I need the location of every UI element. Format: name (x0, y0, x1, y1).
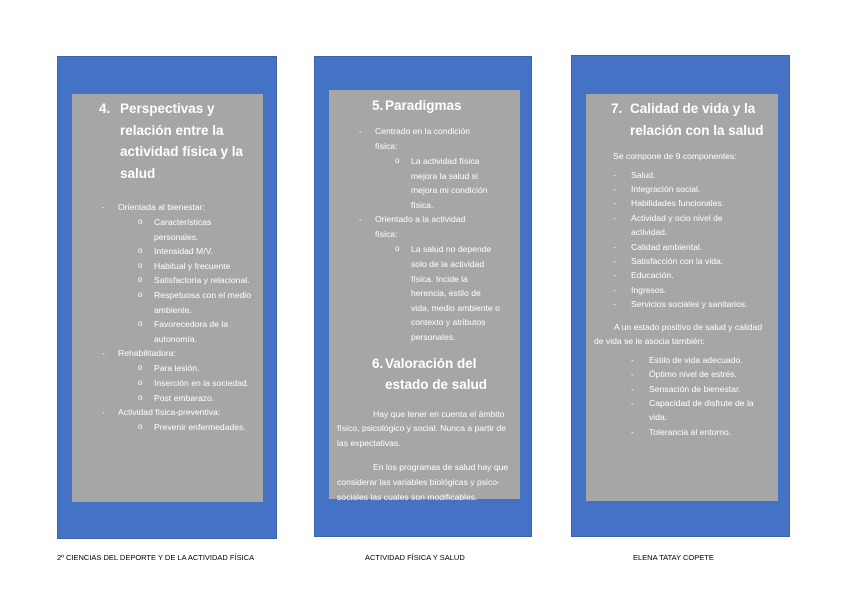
bullet-marker: - (631, 369, 634, 380)
bullet-marker: - (102, 348, 105, 359)
list-item-text: Estilo de vida adecuado. (649, 354, 743, 365)
list-item-text: Actividad y ocio nivel de actividad. (631, 212, 723, 238)
bullet-marker: - (359, 126, 362, 136)
list-item-text: Calidad ambiental. (631, 241, 703, 252)
section-number: 6. (372, 355, 384, 371)
bullet-marker: - (631, 426, 634, 437)
list-item-text: Actividad física-preventiva: (118, 407, 221, 418)
section-title-text: Perspectivas y relación entre la actividad física y la salud (120, 101, 244, 181)
bullet-marker: - (359, 214, 362, 225)
sub-list-item (329, 154, 520, 212)
list-item-text: Para lesión. (154, 363, 200, 374)
associated-list (586, 353, 778, 439)
components-list (586, 168, 778, 312)
section-title-6 (329, 353, 520, 395)
bullet-marker: o (138, 289, 143, 299)
section-title-5 (329, 96, 520, 116)
list-item-text: Inserción en la sociedad. (154, 377, 250, 388)
sub-list-item (72, 361, 263, 376)
list-item-text: Capacidad de disfrute de la vida. (649, 398, 754, 423)
bullet-marker: - (613, 212, 616, 223)
bullet-marker: o (138, 422, 143, 432)
component-item (586, 211, 778, 240)
associated-item (586, 382, 778, 396)
component-item (586, 268, 778, 282)
section-number: 7. (611, 101, 623, 116)
section-title-text: Valoración del estado de salud (385, 355, 488, 392)
list-item (329, 124, 520, 154)
bullet-marker: o (138, 246, 143, 256)
list-item-text: Habilidades funcionales. (631, 198, 725, 209)
section-title-text: Paradigmas (385, 98, 462, 113)
card-perspectivas (72, 94, 263, 502)
bullet-marker: - (102, 202, 105, 212)
bullet-marker: - (613, 299, 616, 310)
bullet-marker: o (138, 377, 143, 387)
component-item (586, 297, 778, 311)
component-item (586, 254, 778, 268)
list-item-text: Intensidad M/V. (154, 246, 213, 257)
sub-list-item (72, 244, 263, 259)
footer-left: 2º CIENCIAS DEL DEPORTE Y DE LA ACTIVIDAD FÍSICA (57, 553, 255, 562)
bullet-marker: - (613, 184, 616, 194)
bullet-marker: o (138, 319, 143, 329)
bullet-marker: - (631, 398, 634, 409)
sub-list-item (72, 391, 263, 406)
list-item-text: Sensación de bienestar. (649, 383, 741, 394)
bullet-marker: o (395, 156, 400, 165)
list-item-text: Orientado a la actividad física: (375, 214, 466, 240)
bullet-marker: - (613, 198, 616, 209)
card-calidad-de-vida (586, 94, 778, 501)
component-item (586, 182, 778, 196)
components-intro: Se compone de 9 componentes: (613, 151, 737, 161)
list-item-text: Prevenir enfermedades. (154, 422, 246, 433)
list-item-text: La actividad física mejora la salud si mejora mi condición física. (411, 156, 488, 210)
list-item-text: Características personales. (154, 217, 212, 242)
list-item-text: Educación. (631, 270, 674, 281)
list-item-text: Satisfactoria y relacional. (154, 275, 250, 286)
bullet-marker: - (613, 241, 616, 252)
bullet-marker: o (395, 244, 400, 254)
bullet-marker: o (138, 275, 143, 285)
list-item-text: Orientada al bienestar: (118, 202, 205, 212)
list-item-text: Centrado en la condición física: (375, 126, 471, 151)
associated-item (586, 367, 778, 381)
list-item (72, 346, 263, 361)
list-item-text: Habitual y frecuente (154, 260, 231, 271)
associated-item (586, 425, 778, 439)
bullet-marker: o (138, 392, 143, 402)
bullet-marker: - (631, 354, 634, 365)
sub-list-item (72, 317, 263, 346)
bullet-marker: - (613, 256, 616, 267)
list-item-text: Satisfacción con la vida. (631, 256, 724, 267)
list-item-text: Rehabilitadora: (118, 348, 176, 359)
paradigms-list (329, 124, 520, 345)
bullet-marker: o (138, 260, 143, 270)
card-paradigmas (329, 90, 520, 502)
sub-list-item (72, 420, 263, 435)
section-number: 4. (99, 101, 111, 116)
associated-intro: A un estado positivo de salud y calidad de vida se le asocia también: (594, 321, 763, 347)
section-title-7 (586, 98, 778, 141)
associated-item (586, 396, 778, 425)
bullet-marker: - (613, 270, 616, 281)
sub-list-item (72, 288, 263, 317)
associated-item (586, 353, 778, 367)
list-item (72, 200, 263, 215)
list-item-text: Óptimo nivel de estrés. (649, 369, 737, 380)
bullet-marker: - (613, 284, 616, 295)
sub-list-item (329, 242, 520, 344)
list-item (329, 212, 520, 242)
list-item-text: Ingresos. (631, 284, 667, 295)
section-title-text: Calidad de vida y la relación con la salud (630, 101, 764, 138)
footer-center: ACTIVIDAD FÍSICA Y SALUD (365, 553, 465, 562)
bullet-marker: o (138, 363, 143, 373)
bullet-marker: - (102, 407, 105, 418)
component-item (586, 283, 778, 297)
valoracion-paragraph-1: Hay que tener en cuenta el ámbito físico, psicológico y social. Nunca a partir de las expectativas. (337, 408, 507, 448)
sub-list-item (72, 259, 263, 274)
section-title-4 (72, 98, 263, 184)
component-item (586, 196, 778, 210)
list-item-text: Post embarazo. (154, 392, 215, 403)
list-item-text: La salud no depende solo de la actividad física. Incide la herencia, estilo de vida, medio ambiente o contexto y atributos personales. (411, 244, 500, 342)
bullet-marker: o (138, 217, 143, 226)
list-item-text: Favorecedora de la autonomía. (154, 319, 229, 344)
sub-list-item (72, 215, 263, 244)
component-item (586, 240, 778, 254)
perspectives-list (72, 200, 263, 435)
sub-list-item (72, 376, 263, 391)
list-item-text: Integración social. (631, 184, 701, 194)
list-item (72, 405, 263, 420)
component-item (586, 168, 778, 182)
list-item-text: Tolerancia al entorno. (649, 426, 732, 437)
bullet-marker: - (631, 383, 634, 394)
list-item-text: Salud. (631, 169, 656, 180)
sub-list-item (72, 273, 263, 288)
footer-right: ELENA TATAY COPETE (633, 553, 714, 562)
valoracion-paragraph-2: En los programas de salud hay que considerar las variables biológicas y psico-sociales las cuales son modificables. (337, 462, 509, 502)
bullet-marker: - (613, 169, 616, 180)
list-item-text: Respetuosa con el medio ambiente. (154, 289, 251, 315)
section-number: 5. (372, 98, 384, 113)
list-item-text: Servicios sociales y sanitarios. (631, 299, 748, 310)
